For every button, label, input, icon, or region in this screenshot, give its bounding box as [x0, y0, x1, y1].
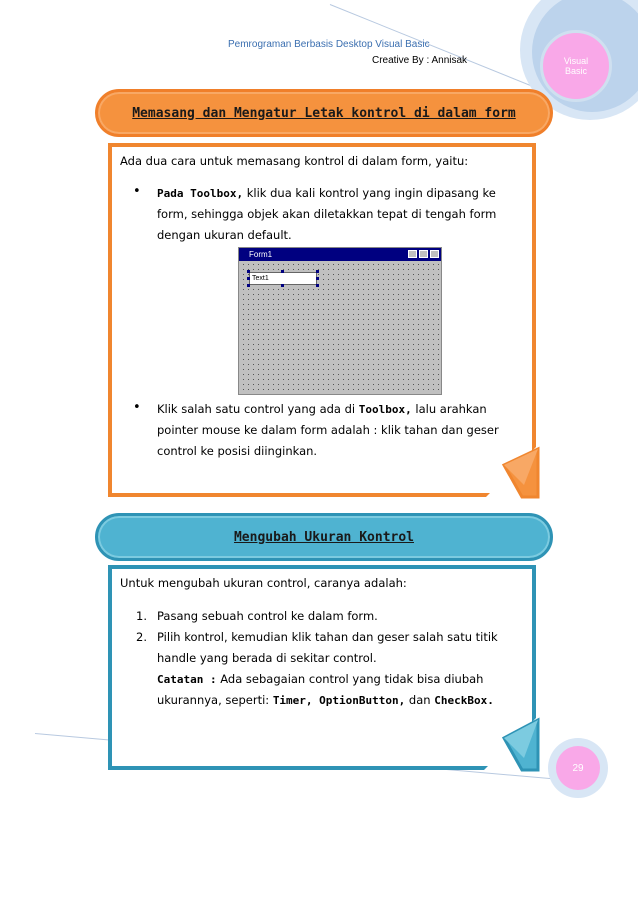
form-titlebar	[239, 248, 441, 261]
section2-title: Mengubah Ukuran Kontrol	[233, 529, 414, 545]
note-bold-1: Timer, OptionButton,	[272, 694, 406, 707]
handle-icon	[316, 270, 319, 273]
section2-folded-corner	[478, 716, 542, 774]
minimize-icon	[408, 250, 417, 258]
item2-line1: Pilih kontrol, kemudian klik tahan dan geser salah satu titik	[157, 630, 498, 644]
bullet1-line3: dengan ukuran default.	[157, 228, 292, 242]
note-bold-2: CheckBox.	[434, 694, 494, 707]
close-icon	[430, 250, 439, 258]
bullet-dot-2: •	[133, 400, 141, 415]
header-title: Pemrograman Berbasis Desktop Visual Basic	[228, 39, 430, 50]
maximize-icon	[419, 250, 428, 258]
bullet2	[157, 399, 527, 462]
handle-icon	[316, 277, 319, 280]
handle-icon	[281, 270, 284, 273]
handle-icon	[247, 277, 250, 280]
badge-line-1: Visual	[563, 56, 589, 66]
section1-banner	[95, 89, 553, 137]
bullet2-line2: pointer mouse ke dalam form adalah : klik tahan dan geser	[157, 423, 499, 437]
list-item-1	[136, 606, 526, 627]
handle-icon	[247, 270, 250, 273]
bullet2-bold: Toolbox,	[358, 403, 412, 416]
page-number: 29	[572, 762, 584, 774]
bullet-dot-1: •	[133, 184, 141, 199]
bullet2-line3: control ke posisi diinginkan.	[157, 444, 318, 458]
form-grid	[241, 262, 439, 392]
item2-line2: handle yang berada di sekitar control.	[157, 651, 377, 665]
bullet1-line2: form, sehingga objek akan diletakkan tepat di tengah form	[157, 207, 497, 221]
note-mid: dan	[405, 693, 435, 707]
textbox-control: Text1	[249, 272, 317, 285]
bullet2-post: lalu arahkan	[411, 402, 487, 416]
bullet2-pre: Klik salah satu control yang ada di	[157, 402, 359, 416]
section2-banner	[95, 513, 553, 561]
vb-form-screenshot	[238, 247, 442, 395]
item2-number: 2.	[136, 630, 147, 644]
form-title: Form1	[249, 250, 273, 259]
item1-number: 1.	[136, 609, 147, 623]
note-line2-pre: ukurannya, seperti:	[157, 693, 273, 707]
handle-icon	[247, 284, 250, 287]
note-text: Ada sebagaian control yang tidak bisa diubah	[216, 672, 484, 686]
badge-line-2: Basic	[564, 66, 587, 76]
bullet1-bold: Pada Toolbox,	[157, 187, 244, 200]
item1-text: Pasang sebuah control ke dalam form.	[157, 609, 378, 623]
list-item-2	[136, 627, 531, 711]
visual-basic-badge	[540, 30, 612, 102]
handle-icon	[281, 284, 284, 287]
note-label: Catatan :	[157, 673, 217, 686]
page-number-badge	[556, 746, 600, 790]
section1-title: Memasang dan Mengatur Letak kontrol di dalam form	[132, 105, 516, 121]
handle-icon	[316, 284, 319, 287]
section2-intro: Untuk mengubah ukuran control, caranya adalah:	[120, 576, 407, 590]
bullet1-line1: klik dua kali kontrol yang ingin dipasang ke	[243, 186, 496, 200]
bullet1	[157, 183, 527, 246]
section1-intro: Ada dua cara untuk memasang kontrol di dalam form, yaitu:	[120, 154, 469, 168]
header-author: Creative By : Annisak	[372, 55, 468, 66]
